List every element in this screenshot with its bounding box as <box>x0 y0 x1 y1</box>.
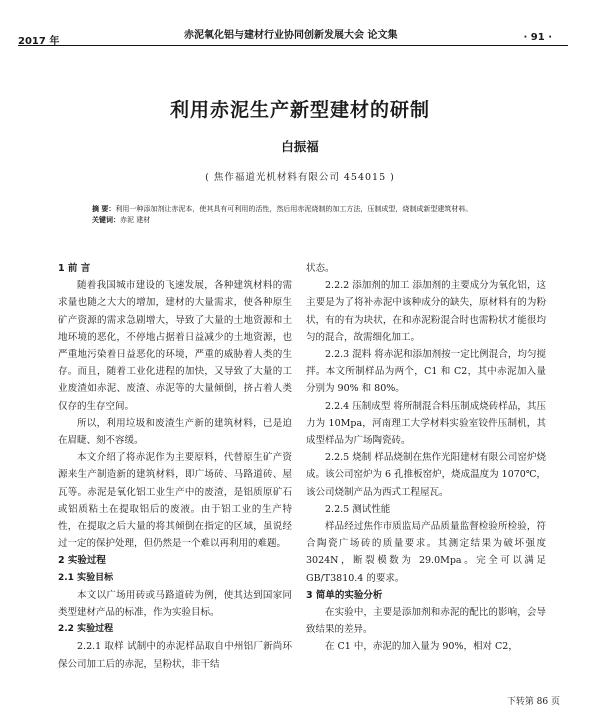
header-journal-title: 赤泥氧化铝与建材行业协同创新发展大会 论文集 <box>184 30 398 41</box>
paragraph: 2.2.1 取样 试制中的赤泥样品取自中州铝厂新尚环保公司加工后的赤泥，呈粉状，非干结 <box>58 641 292 670</box>
paragraph: 2.2.3 混料 将赤泥和添加剂按一定比例混合，均匀搅拌。本文所制样品为两个，C1 和 C2，其中赤泥加入量分别为 90% 和 80%。 <box>306 349 546 395</box>
header-rule <box>18 45 568 46</box>
paragraph: 所以，利用垃圾和废渣生产新的建筑材料，已是迫在眉睫、刻不容缓。 <box>58 417 292 447</box>
abstract-block <box>92 204 522 226</box>
running-header <box>18 4 584 47</box>
keywords-line <box>92 215 522 226</box>
keywords-label: 关键词： <box>92 216 120 224</box>
abstract-line <box>92 204 522 215</box>
section-heading-analysis: 3 简单的实验分析 <box>306 589 383 601</box>
paragraph: 在 C1 中，赤泥的加入量为 90%，相对 C2， <box>325 641 518 653</box>
header-page-number: · 91 · <box>523 32 552 43</box>
header-year: 2017 年 <box>18 36 60 47</box>
paragraph: 本文介绍了将赤泥作为主要原料，代替原生矿产资源来生产制造新的建筑材料，即广场砖、马路道砖、屋瓦等。赤泥是氧化铝工业生产中的废渣，是铝质原矿石或铝质粘土在提取铝后的废液。由于铝工业的生产特性，在提取之后大量的将其倾倒在指定的区域，虽说经过一定的保护处理，但仍然是一个难以再利用的难题。 <box>58 452 292 550</box>
continued-note: 下转第 86 页 <box>506 697 560 707</box>
abstract-label: 摘 要： <box>92 205 116 213</box>
subsection-heading-test: 2.2.5 测试性能 <box>325 503 391 515</box>
abstract-text: 利用一种添加剂让赤泥本，使其具有可利用的活性，然后用赤泥烧制的加工方法，压制成型，烧制成新型建筑材料。 <box>115 205 473 213</box>
section-heading-experiment: 2 实验过程 <box>58 555 106 567</box>
paragraph: 本文以广场用砖或马路道砖为例，使其达到国家同类型建材产品的标准，作为实验目标。 <box>58 589 292 619</box>
article-title: 利用赤泥生产新型建材的研制 <box>169 99 430 121</box>
paragraph: 状态。 <box>306 263 335 274</box>
subsection-heading-goal: 2.1 实验目标 <box>58 572 114 583</box>
right-column <box>306 260 546 656</box>
author-affiliation: ( 焦作福道光机材料有限公司 454015 ) <box>205 172 395 183</box>
left-column <box>58 260 292 673</box>
paragraph: 2.2.2 添加剂的加工 添加剂的主要成分为氧化铝，这主要是为了将补赤泥中该种成分的缺失，原材料有的为粉状，有的有为块状，在和赤泥粉混合时也需粉状才能很均匀的混合，故需细化加工。 <box>306 280 546 343</box>
paragraph: 样品经过焦作市质监局产品质量监督检验所检验，符合陶瓷广场砖的质量要求。其测定结果为破坏强度 3024N，断裂模数为 29.0Mpa。完全可以满足 GB/T3810.4 的要求。 <box>306 521 546 584</box>
article-author: 白振福 <box>281 139 319 154</box>
paragraph: 随着我国城市建设的飞速发展，各种建筑材料的需求量也随之大大的增加，建材的大量需求，使各种原生矿产资源的需求急剧增大，导致了大量的土地资源和土地环境的恶化，不停地占据着日益减少的土地资源，也严重地污染着日益恶化的环境，严重的威胁着人类的生存。而且，随着工业化进程的加快，又导致了大量的工业废渣如赤泥、废渣、赤泥等的大量倾倒，挤占着人类仅存的生存空间。 <box>58 280 292 412</box>
subsection-heading-process: 2.2 实验过程 <box>58 624 114 635</box>
section-heading-intro: 1 前 言 <box>58 263 91 274</box>
paragraph: 2.2.5 烧制 样品烧制在焦作光阳建材有限公司窑炉烧成。该公司窑炉为 6 孔推板窑炉，烧成温度为 1070℃，该公司烧制产品为西式工程屋瓦。 <box>306 452 546 498</box>
paragraph: 在实验中，主要是添加剂和赤泥的配比的影响，会导致结果的差异。 <box>306 607 546 636</box>
keywords-text: 赤泥 建材 <box>120 216 151 224</box>
paragraph: 2.2.4 压制成型 将所制混合料压制成烧砖样品，其压力为 10Mpa，河南理工大学材料实验室铰件压制机，其成型样品为广场陶瓷砖。 <box>306 400 546 447</box>
